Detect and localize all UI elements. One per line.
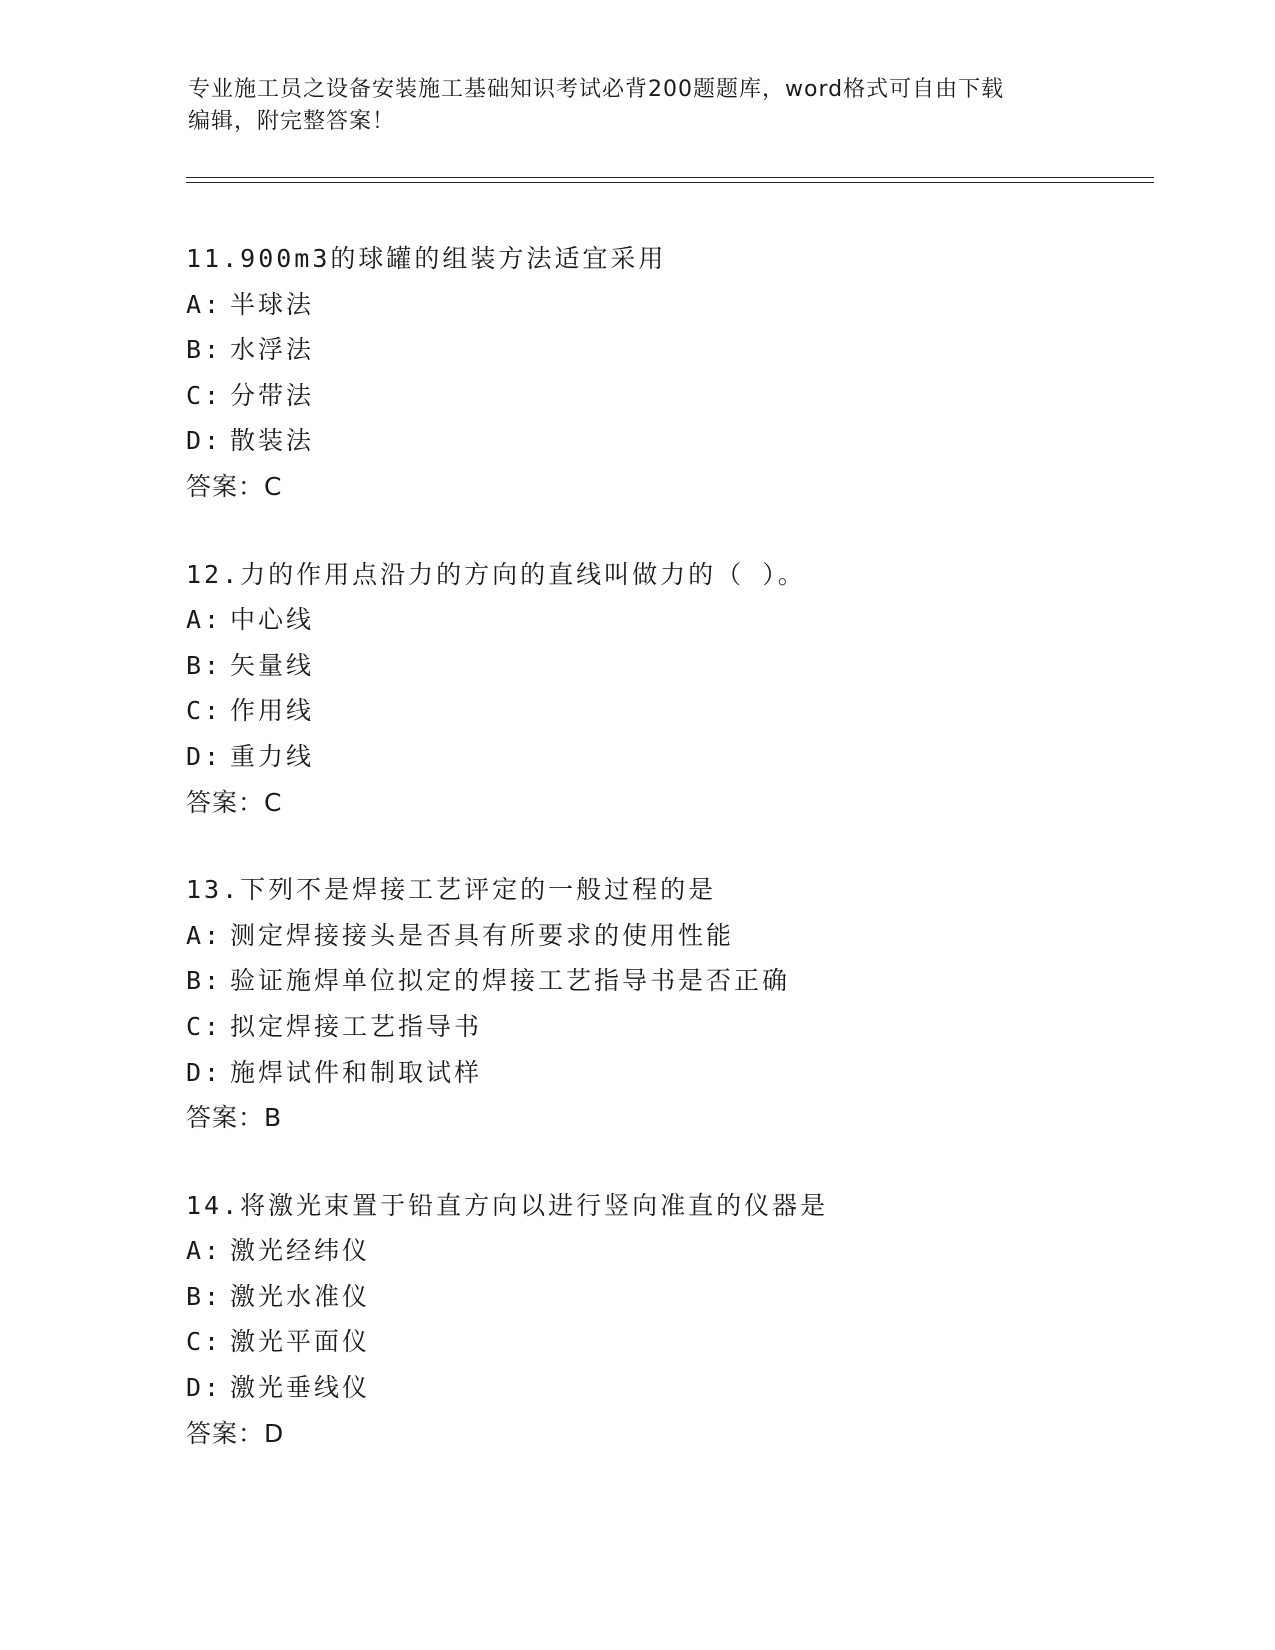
option-d xyxy=(186,1050,1146,1096)
header-line-1: 专业施工员之设备安装施工基础知识考试必背200题题库，word格式可自由下载 xyxy=(188,77,1005,102)
option-a xyxy=(186,1228,1146,1274)
header-divider-top xyxy=(186,177,1154,178)
option-letter: C: xyxy=(186,696,223,726)
header-line-2: 编辑，附完整答案！ xyxy=(188,109,396,134)
option-letter: D: xyxy=(186,1057,223,1087)
option-text: 验证施焊单位拟定的焊接工艺指导书是否正确 xyxy=(230,966,791,996)
question-title: 14.将激光束置于铅直方向以进行竖向准直的仪器是 xyxy=(186,1190,829,1220)
option-letter: A: xyxy=(186,289,223,319)
header-divider-bottom xyxy=(186,182,1154,183)
option-c xyxy=(186,688,1146,734)
option-text: 施焊试件和制取试样 xyxy=(230,1057,483,1087)
option-b xyxy=(186,327,1146,373)
question-title: 13.下列不是焊接工艺评定的一般过程的是 xyxy=(186,875,717,905)
answer-line: 答案：B xyxy=(186,1103,283,1133)
answer-line: 答案：D xyxy=(186,1418,285,1448)
option-a xyxy=(186,282,1146,328)
option-letter: A: xyxy=(186,920,223,950)
option-letter: D: xyxy=(186,1373,223,1403)
document-header xyxy=(188,74,1088,138)
option-text: 半球法 xyxy=(230,289,315,319)
option-c xyxy=(186,1004,1146,1050)
option-text: 激光垂线仪 xyxy=(230,1373,371,1403)
option-b xyxy=(186,643,1146,689)
option-b xyxy=(186,1274,1146,1320)
option-text: 激光水准仪 xyxy=(230,1281,371,1311)
option-letter: B: xyxy=(186,335,223,365)
option-text: 激光平面仪 xyxy=(230,1327,371,1357)
question-14 xyxy=(186,1183,1146,1457)
option-text: 分带法 xyxy=(230,380,315,410)
question-title: 12.力的作用点沿力的方向的直线叫做力的（ ）。 xyxy=(186,559,806,589)
question-12 xyxy=(186,552,1146,826)
option-b xyxy=(186,958,1146,1004)
option-text: 矢量线 xyxy=(230,650,315,680)
option-letter: C: xyxy=(186,1327,223,1357)
question-title: 11.900m3的球罐的组装方法适宜采用 xyxy=(186,244,667,273)
option-d xyxy=(186,418,1146,464)
question-list xyxy=(186,236,1146,1498)
option-letter: B: xyxy=(186,1281,223,1311)
option-text: 中心线 xyxy=(230,605,315,635)
option-text: 测定焊接接头是否具有所要求的使用性能 xyxy=(230,920,735,950)
option-a xyxy=(186,597,1146,643)
option-letter: A: xyxy=(186,605,223,635)
question-11 xyxy=(186,236,1146,510)
option-text: 拟定焊接工艺指导书 xyxy=(230,1011,483,1041)
option-d xyxy=(186,1365,1146,1411)
option-a xyxy=(186,913,1146,959)
option-text: 重力线 xyxy=(230,741,315,771)
option-c xyxy=(186,1319,1146,1365)
answer-line: 答案：C xyxy=(186,471,283,501)
option-text: 水浮法 xyxy=(230,335,315,365)
option-text: 散装法 xyxy=(230,426,315,456)
option-letter: D: xyxy=(186,426,223,456)
question-13 xyxy=(186,867,1146,1141)
option-d xyxy=(186,734,1146,780)
option-letter: C: xyxy=(186,1011,223,1041)
option-letter: D: xyxy=(186,741,223,771)
option-text: 作用线 xyxy=(230,696,315,726)
option-letter: C: xyxy=(186,380,223,410)
option-letter: B: xyxy=(186,966,223,996)
answer-line: 答案：C xyxy=(186,787,283,817)
option-letter: A: xyxy=(186,1236,223,1266)
option-letter: B: xyxy=(186,650,223,680)
option-c xyxy=(186,373,1146,419)
option-text: 激光经纬仪 xyxy=(230,1236,371,1266)
